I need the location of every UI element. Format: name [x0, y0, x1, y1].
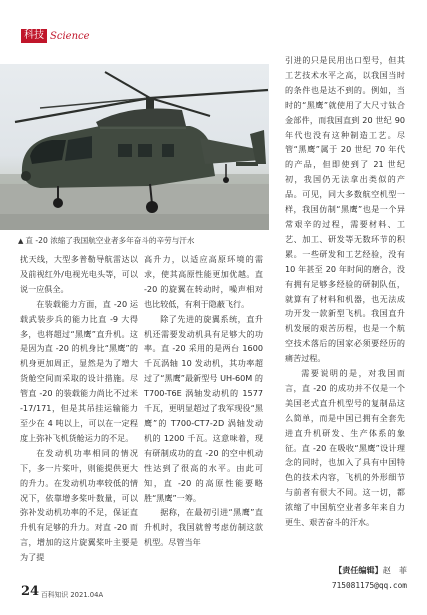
photo-caption [18, 235, 268, 246]
paragraph: 需要说明的是，对我国而言，直 -20 的成功并不仅是一个美国老式直升机型号的复制品这么简单，而是中国已拥有全套先进直升机研发、生产体系的象征。直 -20 在吸收“黑鹰”设计理念的同时，也加入了具有中国特色的技术内容，飞机的外形细节与前者有很大不同。这一切，都浓缩了中国航空业者多年来自力更生、艰苦奋斗的汗水。 [285, 368, 405, 528]
section-tag-en: Science [50, 30, 90, 42]
text-column-2 [144, 252, 263, 550]
paragraph: 在发动机功率相同的情况下，多一片桨叶，则能提供更大的升力。在发动机功率较低的情况下，依靠增多桨叶数量，可以弥补发动机功率的不足，保证直升机有足够的升力。对直 -20 而言，增加的这片旋翼桨叶主要是为了提 [20, 447, 138, 563]
text-column-3 [285, 53, 405, 530]
caption-text: 直 -20 浓缩了我国航空业者多年奋斗的辛劳与汗水 [25, 236, 195, 245]
journal-info: 百科知识 2021.04A [41, 591, 104, 599]
paragraph: 除了先进的旋翼系统，直升机还需要发动机具有足够大的功率。直 -20 采用的是两台 1600 千瓦涡轴 10 发动机，其功率超过了“黑鹰”最新型号 UH-60M 的 T700-T6E 涡轴发动机的 1577 千瓦，更明显超过了我军现役“黑鹰”的 T700-CT7-2D 涡轴发动机的 1200 千瓦。这意味着，现有研制成功的直 -20 的空中机动性达到了很高的水平。由此可知，直 -20 的高原性能要略胜“黑鹰”一筹。 [144, 313, 263, 503]
editor-name: 赵 菲 [382, 565, 407, 575]
helicopter-illustration [0, 64, 269, 230]
paragraph: 扰天线，大型多普勒导航雷达以及前视红外/电视光电头等，可以说一应俱全。 [20, 254, 138, 294]
paragraph: 据称，在最初引进“黑鹰”直升机时，我国就曾考虑仿制这款机型。尽管当年 [144, 507, 263, 548]
helicopter-photo [0, 64, 269, 230]
section-tag-zh: 科技 [21, 29, 47, 43]
paragraph: 高升力，以适应高原环境的需求，使其高原性能更加优越。直 -20 的旋翼在转动时，噪声相对也比较低，有利于隐蔽飞行。 [144, 254, 263, 309]
page-number: 24 [21, 584, 40, 599]
section-tag [21, 29, 90, 43]
caption-triangle-icon: ▲ [18, 237, 24, 245]
paragraph: 在装载能力方面，直 -20 运载武装步兵的能力比直 -9 大得多，也将超过“黑鹰”直升机。这是因为直 -20 的机身比“黑鹰”的机身更加周正，显然是为了增大货舱空间而采取的设计措施。尽管直 -20 的装载能力尚比不过米 -17/171，但是其吊挂运输能力至少在 4 吨以上，可以在一定程度上弥补飞机货舱运力的不足。 [20, 298, 138, 443]
editor-email[interactable]: 715081175@qq.com [331, 581, 407, 590]
editor-credit [334, 565, 407, 576]
paragraph: 引进的只是民用出口型号，但其工艺技术水平之高，以我国当时的条件也是达不到的。例如，当时的“黑鹰”就使用了大尺寸钛合金部件，而我国直到 20 世纪 90 年代也没有这种制造工艺。尽管“黑鹰”属于 20 世纪 70 年代的产品，但即使到了 21 世纪初，我国仍无法拿出类似的产品。可见，同大多数航空机型一样，我国仿制“黑鹰”也是一个异常艰辛的过程，需要材料、工艺、加工、研发等无数环节的积累。一些研发和工艺经验，没有 10 年甚至 20 年时间的磨合，没有拥有足够多经验的研制队伍，就算有了材料和机器，也无法成功开发一款新型飞机。我国直升机发展的艰苦历程，也是一个航空技术落后的国家必须要经历的痛苦过程。 [285, 55, 405, 364]
editor-label: 【责任编辑】 [334, 565, 383, 575]
text-column-1 [20, 252, 138, 565]
